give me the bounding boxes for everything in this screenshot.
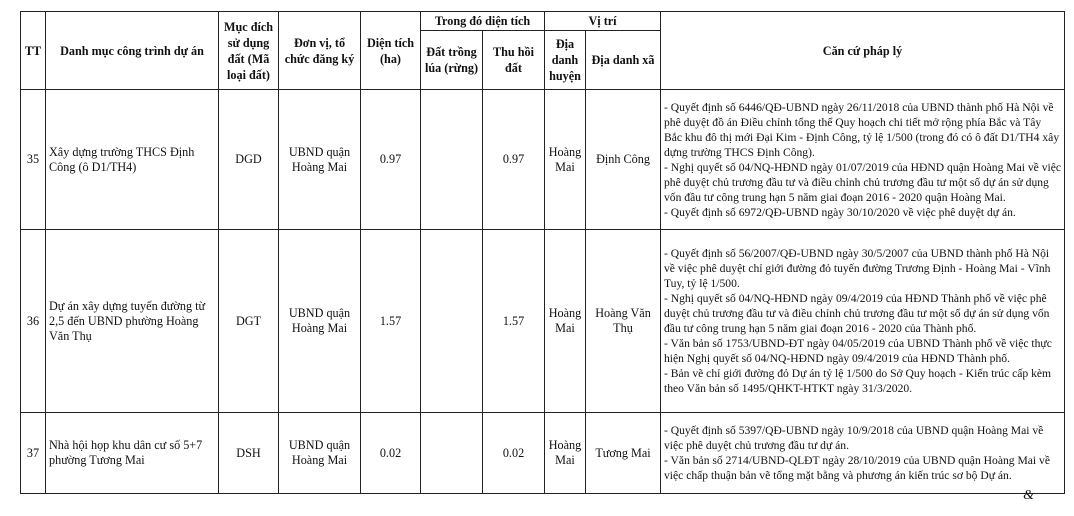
commune-name: Tương Mai: [586, 413, 661, 494]
commune-name: Hoàng Văn Thụ: [586, 230, 661, 413]
registering-unit: UBND quận Hoàng Mai: [279, 230, 361, 413]
header-area: Diện tích (ha): [361, 12, 421, 90]
header-row-top: [21, 12, 1065, 31]
legal-basis: [661, 413, 1065, 494]
legal-item: - Văn bản số 1753/UBND-ĐT ngày 04/05/2019 của UBND Thành phố về việc thực hiện Nghị quyết số 04/NQ-HĐND ngày 09/4/2019 của HĐND Thành phố.: [664, 337, 1052, 365]
land-code: DGT: [219, 230, 279, 413]
registering-unit: UBND quận Hoàng Mai: [279, 413, 361, 494]
district-name: Hoàng Mai: [545, 230, 586, 413]
header-legal-basis: Căn cứ pháp lý: [661, 12, 1065, 90]
legal-item: - Quyết định số 6446/QĐ-UBND ngày 26/11/2018 của UBND thành phố Hà Nội về phê duyệt đồ án Điều chỉnh tổng thể Quy hoạch chi tiết mở rộng phía Bắc và Tây Bắc khu đô thị mới Đại Kim - Định Công, tỷ lệ 1/500 (trong đó có ô đất D1/TH4 xây dựng trường THCS Định Công).: [664, 100, 1060, 159]
recovered-land-value: 0.97: [483, 90, 545, 230]
legal-item: - Bản vẽ chỉ giới đường đỏ Dự án tỷ lệ 1/500 do Sở Quy hoạch - Kiến trúc cấp kèm theo Văn bản số 1495/QHKT-HTKT ngày 31/3/2020.: [664, 367, 1052, 395]
row-number: 36: [21, 230, 46, 413]
legal-item: - Nghị quyết số 04/NQ-HĐND ngày 09/4/2019 của HĐND Thành phố về việc phê duyệt chủ trương đầu tư và điều chỉnh chủ trương đầu tư một số dự án sử dụng vốn đầu tư công trung hạn 5 năm giai đoạn 2016 - 2020 của Thành phố.: [664, 292, 1050, 335]
handwritten-page-mark: &: [1023, 488, 1034, 503]
land-code: DGD: [219, 90, 279, 230]
header-tt: TT: [21, 12, 46, 90]
header-commune: Địa danh xã: [586, 31, 661, 90]
area-value: 1.57: [361, 230, 421, 413]
header-rice-land: Đất trồng lúa (rừng): [421, 31, 483, 90]
legal-item: - Nghị quyết số 04/NQ-HĐND ngày 01/07/2019 của HĐND quận Hoàng Mai về việc phê duyệt chủ trương đầu tư và điều chỉnh chủ trương đầu tư một số dự án sử dụng vốn đầu tư công trung hạn 5 năm giai đoạn 2016 - 2020 quận Hoàng Mai.: [664, 160, 1062, 204]
table-row: [21, 90, 1065, 230]
project-name: Dự án xây dựng tuyến đường từ 2,5 đến UBND phường Hoàng Văn Thụ: [46, 230, 219, 413]
header-recovered-land: Thu hồi đất: [483, 31, 545, 90]
legal-item: - Quyết định số 5397/QĐ-UBND ngày 10/9/2018 của UBND quận Hoàng Mai về việc phê duyệt chủ trương đầu tư dự án.: [664, 424, 1044, 452]
table-row: [21, 413, 1065, 494]
project-name: Nhà hội họp khu dân cư số 5+7 phường Tương Mai: [46, 413, 219, 494]
row-number: 37: [21, 413, 46, 494]
project-name: Xây dựng trường THCS Định Công (ô D1/TH4): [46, 90, 219, 230]
recovered-land-value: 0.02: [483, 413, 545, 494]
legal-basis: [661, 90, 1065, 230]
commune-name: Định Công: [586, 90, 661, 230]
header-land-use-purpose: Mục đích sử dụng đất (Mã loại đất): [219, 12, 279, 90]
legal-basis: [661, 230, 1065, 413]
registering-unit: UBND quận Hoàng Mai: [279, 90, 361, 230]
district-name: Hoàng Mai: [545, 413, 586, 494]
legal-item: - Văn bản số 2714/UBND-QLĐT ngày 28/10/2019 của UBND quận Hoàng Mai về việc chấp thuận bản vẽ tổng mặt bằng và phương án kiến trúc sơ bộ Dự án.: [664, 454, 1050, 482]
table-row: [21, 230, 1065, 413]
rice-land-value: [421, 230, 483, 413]
area-value: 0.02: [361, 413, 421, 494]
header-district: Địa danh huyện: [545, 31, 586, 90]
header-of-which-area: Trong đó diện tích: [421, 12, 545, 31]
legal-item: - Quyết định số 6972/QĐ-UBND ngày 30/10/2020 về việc phê duyệt dự án.: [664, 205, 1016, 219]
legal-item: - Quyết định số 56/2007/QĐ-UBND ngày 30/5/2007 của UBND thành phố Hà Nội về việc phê duyệt chỉ giới đường đỏ tuyến đường Trương Định - Hoàng Mai - Vĩnh Tuy, tỷ lệ 1/500.: [664, 247, 1051, 290]
row-number: 35: [21, 90, 46, 230]
rice-land-value: [421, 90, 483, 230]
area-value: 0.97: [361, 90, 421, 230]
header-project-list: Danh mục công trình dự án: [46, 12, 219, 90]
recovered-land-value: 1.57: [483, 230, 545, 413]
land-use-project-table: [20, 11, 1065, 494]
land-code: DSH: [219, 413, 279, 494]
header-location: Vị trí: [545, 12, 661, 31]
district-name: Hoàng Mai: [545, 90, 586, 230]
rice-land-value: [421, 413, 483, 494]
header-registering-unit: Đơn vị, tổ chức đăng ký: [279, 12, 361, 90]
